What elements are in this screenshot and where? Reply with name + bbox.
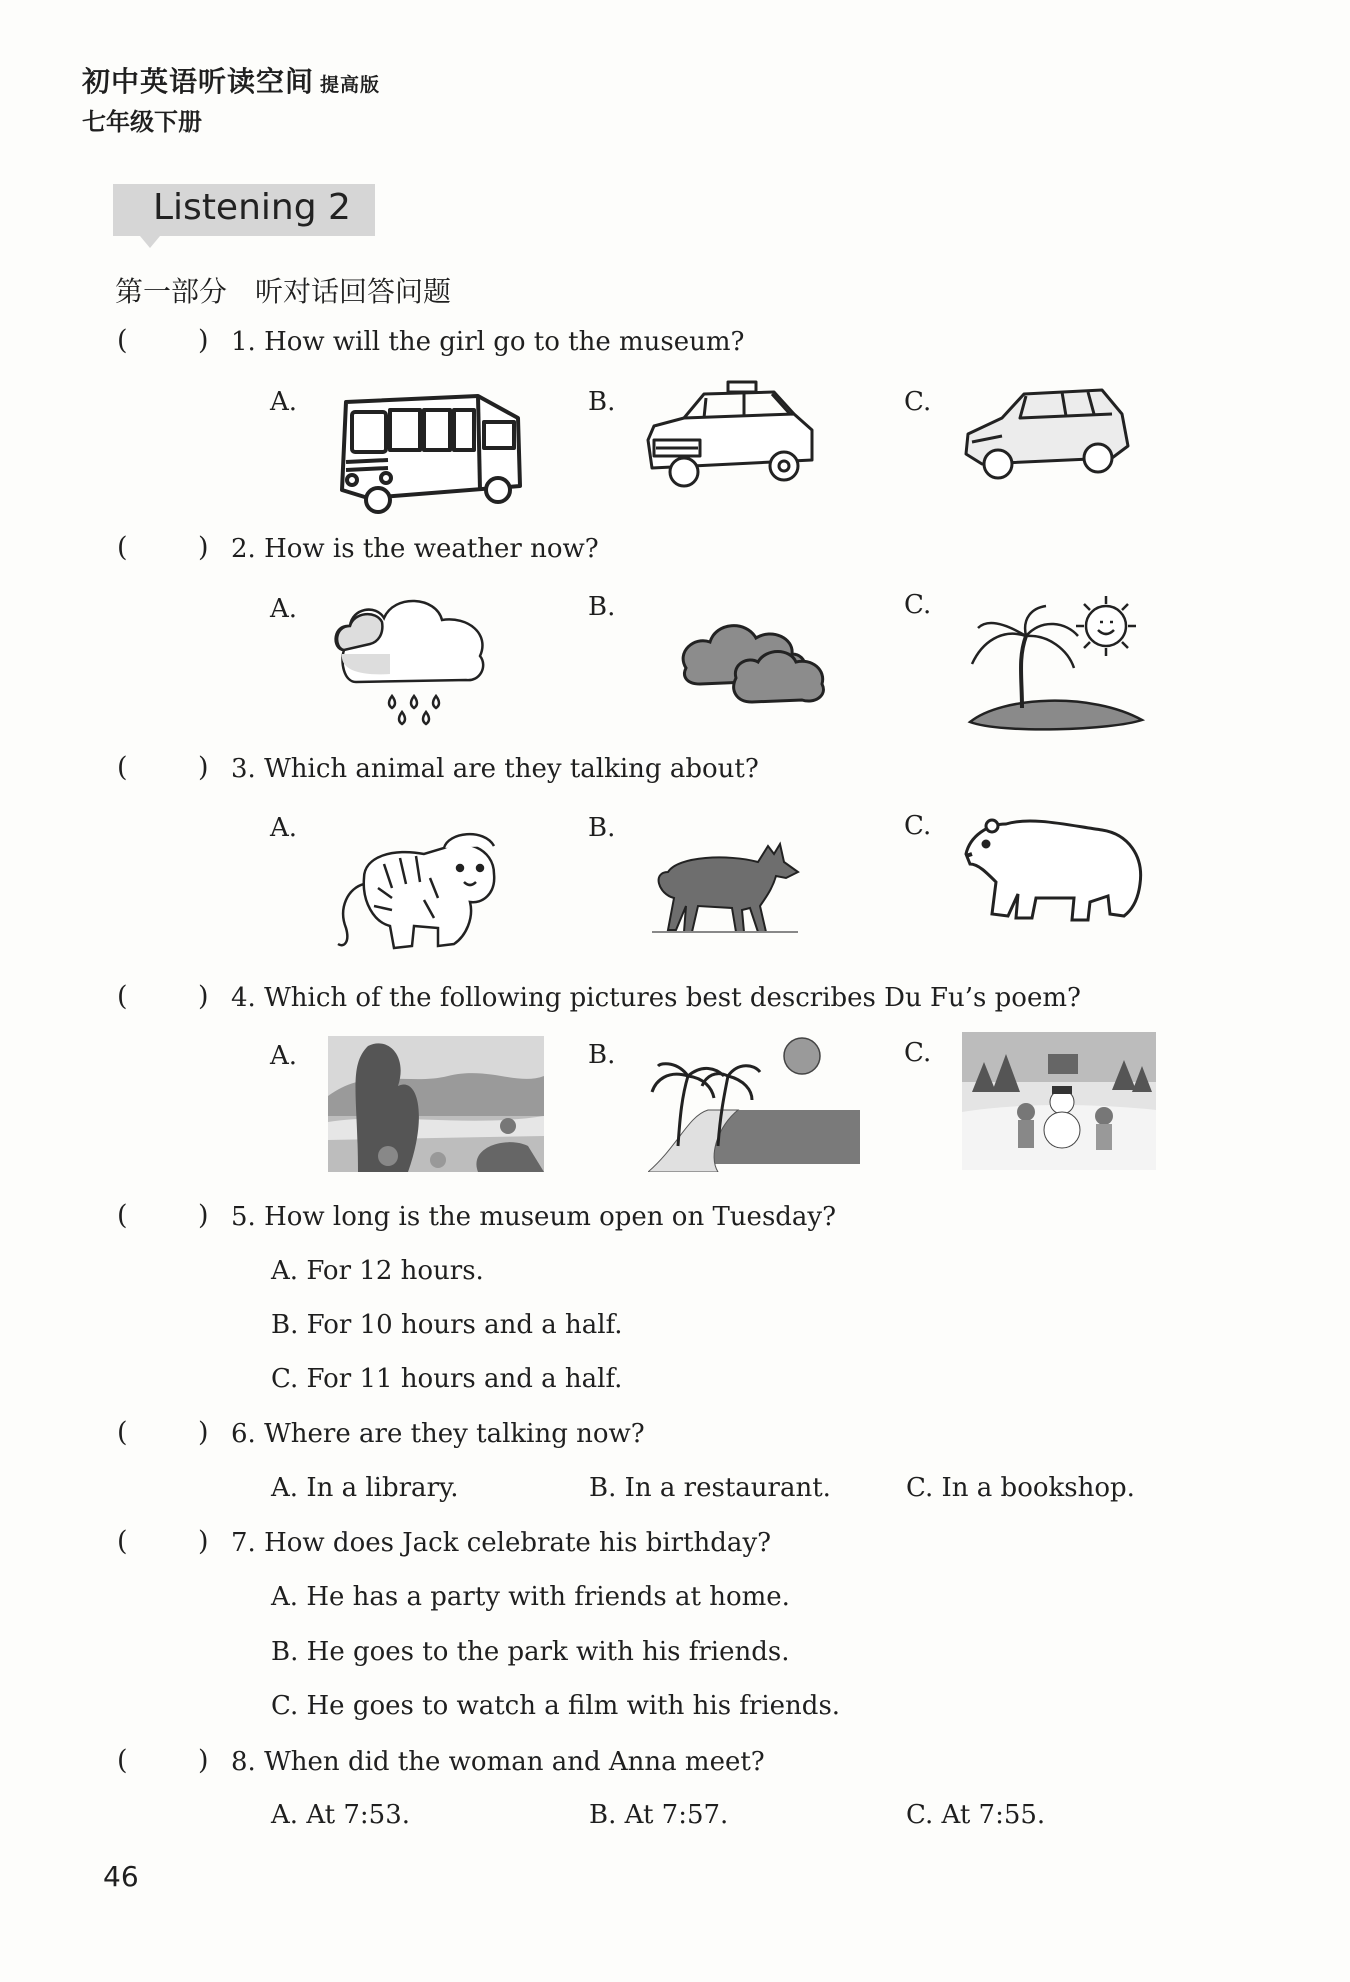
option-letter: A. — [271, 1582, 299, 1612]
option-letter: C. — [906, 1800, 934, 1830]
option-letter: A. — [270, 387, 298, 417]
question-number: 2. — [231, 534, 256, 564]
answer-bracket-close: ) — [198, 1745, 209, 1776]
option-letter: B. — [589, 1473, 617, 1503]
option-text: At 7:57. — [624, 1800, 729, 1830]
answer-bracket-close: ) — [198, 532, 209, 563]
option-letter: C. — [906, 1473, 934, 1503]
wolf-icon — [648, 832, 800, 936]
question-number: 7. — [231, 1528, 256, 1558]
option-letter: A. — [270, 813, 298, 843]
question-number: 4. — [231, 983, 256, 1013]
option-text: He goes to the park with his friends. — [306, 1637, 790, 1667]
sunny-beach-icon — [962, 588, 1148, 736]
option-letter: B. — [271, 1310, 299, 1340]
question-number: 8. — [231, 1747, 256, 1777]
answer-bracket-close: ) — [198, 1417, 209, 1448]
option-letter: A. — [271, 1473, 299, 1503]
option-text: For 12 hours. — [306, 1256, 484, 1286]
answer-bracket-open: ( — [117, 1417, 128, 1448]
option-letter: B. — [588, 387, 616, 417]
answer-bracket-close: ) — [198, 1526, 209, 1557]
book-title-text: 初中英语听读空间 — [82, 65, 315, 98]
option-letter: C. — [904, 590, 932, 620]
option-text: He has a party with friends at home. — [306, 1582, 790, 1612]
option-letter: C. — [904, 387, 932, 417]
option-letter: C. — [904, 1038, 932, 1068]
question-number: 1. — [231, 327, 256, 357]
answer-bracket-open: ( — [117, 1526, 128, 1557]
taxi-icon — [644, 378, 816, 498]
option-letter: B. — [588, 592, 616, 622]
question-text: How long is the museum open on Tuesday? — [264, 1202, 837, 1232]
option-letter: A. — [270, 1041, 298, 1071]
banner-tail — [140, 236, 160, 248]
answer-bracket-open: ( — [117, 752, 128, 783]
answer-bracket-open: ( — [117, 1745, 128, 1776]
question-text: How is the weather now? — [264, 534, 599, 564]
page-number: 46 — [103, 1860, 139, 1893]
tiger-icon — [334, 818, 500, 958]
option-letter: C. — [271, 1364, 299, 1394]
option-letter: B. — [588, 813, 616, 843]
spring-landscape-icon — [328, 1036, 544, 1172]
question-text: Which animal are they talking about? — [264, 754, 759, 784]
question-number: 6. — [231, 1419, 256, 1449]
answer-bracket-close: ) — [198, 1200, 209, 1231]
question-text: Which of the following pictures best describes Du Fu’s poem? — [264, 983, 1081, 1013]
option-text: For 10 hours and a half. — [306, 1310, 623, 1340]
winter-snowman-icon — [962, 1032, 1156, 1170]
bear-icon — [962, 806, 1146, 926]
option-letter: C. — [904, 811, 932, 841]
option-text: For 11 hours and a half. — [306, 1364, 623, 1394]
question-text: When did the woman and Anna meet? — [264, 1747, 765, 1777]
banner-label: Listening 2 — [153, 187, 351, 228]
car-icon — [962, 384, 1132, 482]
grade-label: 七年级下册 — [82, 108, 202, 136]
option-text: In a bookshop. — [941, 1473, 1135, 1503]
answer-bracket-open: ( — [117, 981, 128, 1012]
question-text: How will the girl go to the museum? — [264, 327, 745, 357]
book-title — [82, 60, 380, 100]
answer-bracket-close: ) — [198, 752, 209, 783]
option-letter: A. — [271, 1256, 299, 1286]
option-letter: B. — [588, 1040, 616, 1070]
option-text: In a restaurant. — [624, 1473, 831, 1503]
option-text: At 7:53. — [306, 1800, 410, 1830]
option-text: At 7:55. — [941, 1800, 1046, 1830]
question-number: 3. — [231, 754, 256, 784]
cloudy-icon — [676, 618, 828, 704]
option-letter: A. — [270, 594, 298, 624]
option-letter: B. — [271, 1637, 299, 1667]
question-text: Where are they talking now? — [264, 1419, 645, 1449]
answer-bracket-open: ( — [117, 532, 128, 563]
section-title: 第一部分 听对话回答问题 — [115, 275, 452, 308]
question-text: How does Jack celebrate his birthday? — [264, 1528, 772, 1558]
option-text: In a library. — [306, 1473, 459, 1503]
answer-bracket-open: ( — [117, 1200, 128, 1231]
option-letter: B. — [589, 1800, 617, 1830]
option-text: He goes to watch a film with his friends. — [306, 1691, 841, 1721]
answer-bracket-open: ( — [117, 325, 128, 356]
option-letter: A. — [271, 1800, 299, 1830]
question-number: 5. — [231, 1202, 256, 1232]
answer-bracket-close: ) — [198, 981, 209, 1012]
edition-label: 提高版 — [320, 74, 381, 96]
summer-beach-icon — [648, 1036, 860, 1172]
rain-cloud-icon — [330, 594, 490, 726]
bus-icon — [328, 390, 526, 520]
answer-bracket-close: ) — [198, 325, 209, 356]
option-letter: C. — [271, 1691, 299, 1721]
